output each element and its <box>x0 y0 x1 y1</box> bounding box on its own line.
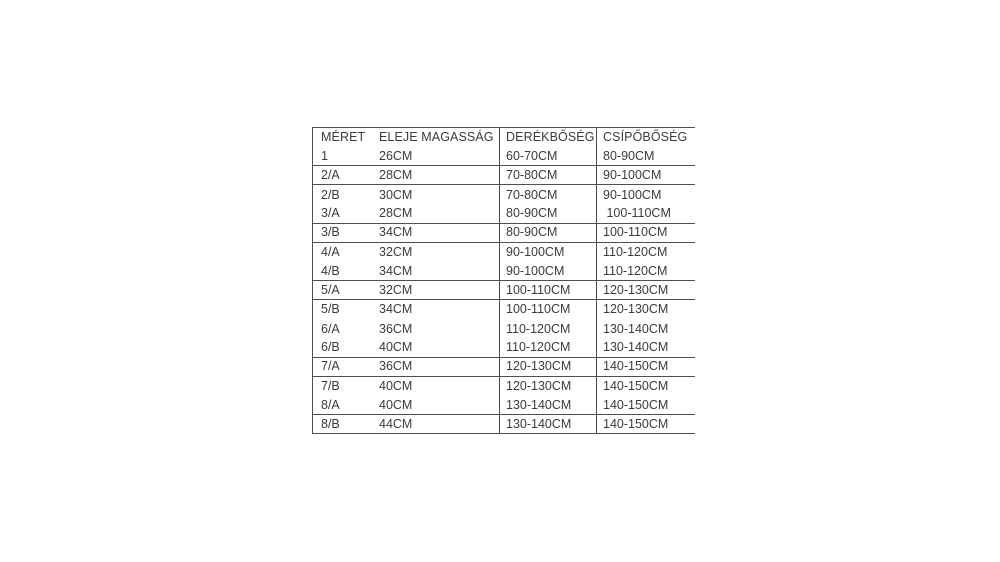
table-cell-waist: 130-140CM <box>499 396 596 414</box>
table-cell-waist: 80-90CM <box>499 224 596 242</box>
table-cell-front-height: 32CM <box>379 282 413 297</box>
table-cell-hip: 80-90CM <box>596 147 696 165</box>
table-row <box>313 243 695 262</box>
table-cell-waist: 110-120CM <box>499 338 596 356</box>
table-row <box>313 415 695 434</box>
table-cell-front-height: 40CM <box>379 378 413 393</box>
table-cell-front-height: 40CM <box>379 397 413 412</box>
table-cell-hip: 120-130CM <box>596 300 696 319</box>
table-cell-hip: 100-110CM <box>596 224 696 242</box>
table-row <box>313 262 695 281</box>
table-cell-size: 7/A <box>321 359 340 374</box>
table-cell-waist: 60-70CM <box>499 147 596 165</box>
table-cell-size: 4/A <box>321 245 340 260</box>
table-cell-size: 6/B <box>321 340 340 355</box>
table-cell-hip: 120-130CM <box>596 281 696 299</box>
table-cell-hip: 130-140CM <box>596 338 696 356</box>
table-cell-hip: 140-150CM <box>596 396 696 414</box>
table-cell-size: 6/A <box>321 321 340 336</box>
table-cell-waist: 80-90CM <box>499 205 596 223</box>
table-row <box>313 166 695 185</box>
table-cell-waist: 70-80CM <box>499 166 596 184</box>
table-cell-hip: 90-100CM <box>596 166 696 184</box>
table-cell-hip: 140-150CM <box>596 358 696 376</box>
table-cell-front-height: 28CM <box>379 206 413 221</box>
column-header-meret: MÉRET <box>321 130 366 145</box>
table-cell-hip: 110-120CM <box>596 243 696 262</box>
table-cell-waist: 70-80CM <box>499 185 596 204</box>
table-cell-waist: 90-100CM <box>499 243 596 262</box>
table-row <box>313 224 695 243</box>
table-cell-hip: 140-150CM <box>596 415 696 433</box>
table-cell-front-height: 32CM <box>379 245 413 260</box>
table-cell-waist: 120-130CM <box>499 377 596 396</box>
table-cell-hip: 110-120CM <box>596 262 696 280</box>
table-row <box>313 358 695 377</box>
table-header-row <box>313 128 695 147</box>
table-cell-waist: 100-110CM <box>499 300 596 319</box>
table-cell-size: 5/B <box>321 302 340 317</box>
table-cell-size: 5/A <box>321 282 340 297</box>
table-cell-size: 8/A <box>321 397 340 412</box>
table-cell-front-height: 34CM <box>379 225 413 240</box>
table-cell-front-height: 30CM <box>379 187 413 202</box>
size-chart-table <box>312 127 695 434</box>
table-row <box>313 319 695 338</box>
table-cell-size: 4/B <box>321 263 340 278</box>
table-cell-size: 8/B <box>321 416 340 431</box>
table-cell-front-height: 26CM <box>379 148 413 163</box>
table-cell-front-height: 36CM <box>379 321 413 336</box>
table-cell-size: 3/A <box>321 206 340 221</box>
table-cell-size: 3/B <box>321 225 340 240</box>
table-cell-size: 2/A <box>321 168 340 183</box>
table-cell-waist: 90-100CM <box>499 262 596 280</box>
table-cell-waist: 110-120CM <box>499 319 596 338</box>
table-cell-front-height: 28CM <box>379 168 413 183</box>
table-row <box>313 147 695 166</box>
column-header-eleje-magassag: ELEJE MAGASSÁG <box>379 130 494 145</box>
table-cell-front-height: 34CM <box>379 263 413 278</box>
table-cell-hip: 90-100CM <box>596 185 696 204</box>
table-row <box>313 300 695 319</box>
table-cell-size: 1 <box>321 148 328 163</box>
table-row <box>313 281 695 300</box>
table-cell-front-height: 34CM <box>379 302 413 317</box>
table-cell-size: 2/B <box>321 187 340 202</box>
column-header-derekboseg: DERÉKBŐSÉG <box>499 128 596 147</box>
table-cell-waist: 130-140CM <box>499 415 596 433</box>
table-cell-size: 7/B <box>321 378 340 393</box>
table-cell-waist: 100-110CM <box>499 281 596 299</box>
table-row <box>313 338 695 357</box>
table-cell-front-height: 44CM <box>379 416 413 431</box>
table-cell-waist: 120-130CM <box>499 358 596 376</box>
table-row <box>313 185 695 204</box>
table-cell-hip: 140-150CM <box>596 377 696 396</box>
column-header-csipoboseg: CSÍPŐBŐSÉG <box>596 128 696 147</box>
table-cell-front-height: 40CM <box>379 340 413 355</box>
table-row <box>313 396 695 415</box>
table-row <box>313 377 695 396</box>
table-cell-hip: 100-110CM <box>596 205 696 223</box>
table-row <box>313 205 695 224</box>
table-cell-front-height: 36CM <box>379 359 413 374</box>
table-cell-hip: 130-140CM <box>596 319 696 338</box>
